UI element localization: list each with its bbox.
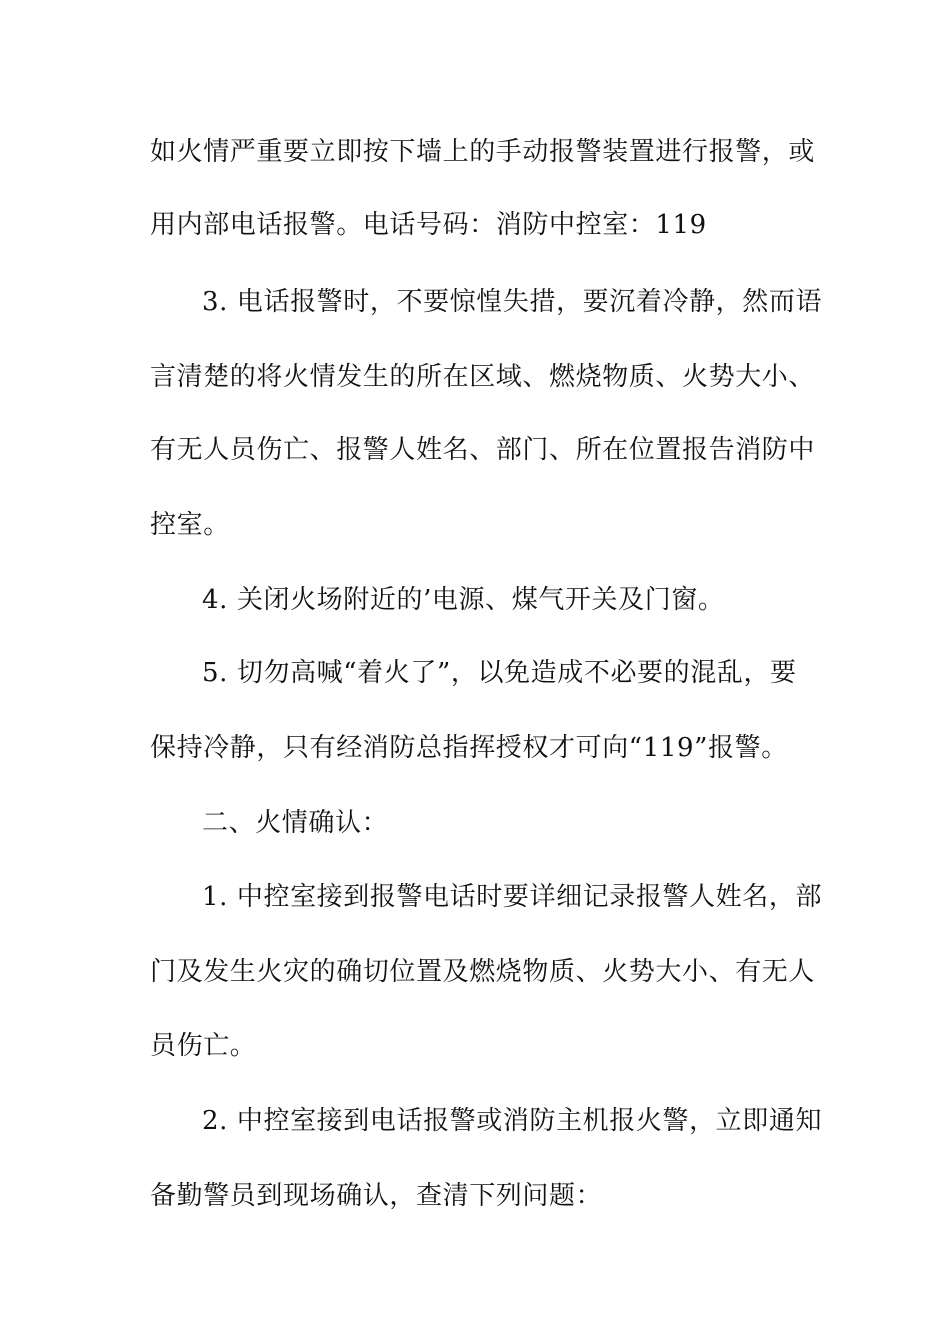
list-item-line: 2. 中控室接到电话报警或消防主机报火警，立即通知 — [202, 1106, 823, 1136]
text-line: 言清楚的将火情发生的所在区域、燃烧物质、火势大小、 — [150, 362, 816, 392]
text-line: 如火情严重要立即按下墙上的手动报警装置进行报警，或 — [150, 137, 816, 167]
list-item-line: 3. 电话报警时，不要惊惶失措，要沉着冷静，然而语 — [202, 287, 823, 317]
text-line: 控室。 — [150, 510, 230, 540]
text-line: 保持冷静，只有经消防总指挥授权才可向“119”报警。 — [150, 733, 788, 763]
section-heading: 二、火情确认： — [202, 808, 389, 838]
text-line: 用内部电话报警。电话号码：消防中控室：119 — [150, 210, 707, 240]
text-line: 门及发生火灾的确切位置及燃烧物质、火势大小、有无人 — [150, 957, 816, 987]
list-item-line: 5. 切勿高喊“着火了”，以免造成不必要的混乱，要 — [202, 658, 797, 688]
list-item-line: 4. 关闭火场附近的’电源、煤气开关及门窗。 — [202, 585, 725, 615]
text-line: 备勤警员到现场确认，查清下列问题： — [150, 1181, 603, 1211]
text-line: 员伤亡。 — [150, 1031, 257, 1061]
list-item-line: 1. 中控室接到报警电话时要详细记录报警人姓名，部 — [202, 882, 823, 912]
text-line: 有无人员伤亡、报警人姓名、部门、所在位置报告消防中 — [150, 435, 816, 465]
